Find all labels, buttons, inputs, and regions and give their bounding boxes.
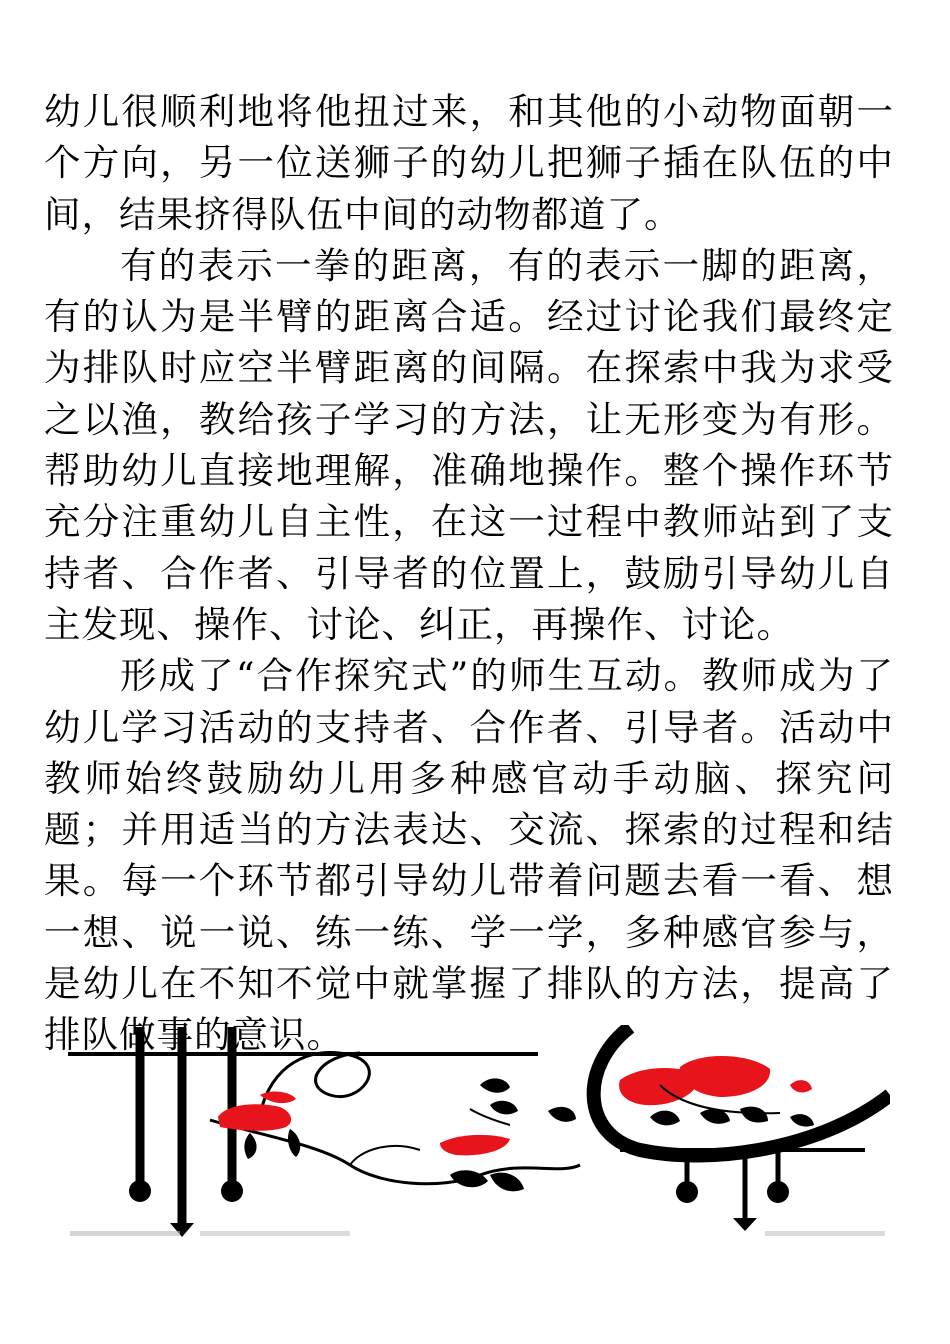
pole-6-dot xyxy=(767,1181,789,1203)
leaf-10 xyxy=(740,1107,768,1123)
flower-right-2 xyxy=(680,1056,770,1097)
leaf-8 xyxy=(650,1111,680,1126)
flower-right-bud xyxy=(790,1080,812,1092)
leaf-4 xyxy=(490,1173,524,1192)
leaf-1 xyxy=(288,1129,300,1157)
leaf-7 xyxy=(548,1107,576,1122)
leaf-6 xyxy=(490,1101,518,1115)
leaf-11 xyxy=(790,1114,814,1126)
flower-middle xyxy=(440,1135,510,1155)
leaf-5 xyxy=(480,1078,510,1092)
pole-3-dot xyxy=(221,1180,243,1202)
vine-curl xyxy=(260,1053,369,1116)
pole-4-dot xyxy=(676,1181,698,1203)
paragraph-1: 幼儿很顺利地将他扭过来，和其他的小动物面朝一个方向，另一位送狮子的幼儿把狮子插在队伍的中间，结果挤得队伍中间的动物都道了。 xyxy=(44,90,894,236)
pole-1-dot xyxy=(129,1180,151,1202)
flower-vine-svg xyxy=(60,1025,890,1240)
flower-vine-illustration-icon xyxy=(60,1025,890,1240)
body-text xyxy=(44,86,894,1061)
leaf-2 xyxy=(244,1133,256,1159)
watermark-middle xyxy=(200,1231,350,1236)
vine-branch xyxy=(350,1146,420,1165)
paragraph-2: 有的表示一拳的距离，有的表示一脚的距离，有的认为是半臂的距离合适。经过讨论我们最终定为排队时应空半臂距离的间隔。在探索中我为求受之以渔，教给孩子学习的方法，让无形变为有形。帮助幼儿直接地理解，准确地操作。整个操作环节充分注重幼儿自主性，在这一过程中教师站到了支持者、合作者、引导者的位置上，鼓励引导幼儿自主发现、操作、讨论、纠正，再操作、讨论。 xyxy=(44,243,894,646)
watermark-right xyxy=(765,1231,885,1236)
watermark-left xyxy=(70,1231,180,1236)
pole-5-arrow xyxy=(733,1218,757,1231)
flower-left-bud xyxy=(260,1092,296,1104)
paragraph-3: 形成了“合作探究式”的师生互动。教师成为了幼儿学习活动的支持者、合作者、引导者。活动中教师始终鼓励幼儿用多种感官动手动脑、探究问题；并用适当的方法表达、交流、探索的过程和结果。每一个环节都引导幼儿带着问题去看一看、想一想、说一说、练一练、学一学，多种感官参与，是幼儿在不知不觉中就掌握了排队的方法，提高了排队做事的意识。 xyxy=(44,654,894,1057)
